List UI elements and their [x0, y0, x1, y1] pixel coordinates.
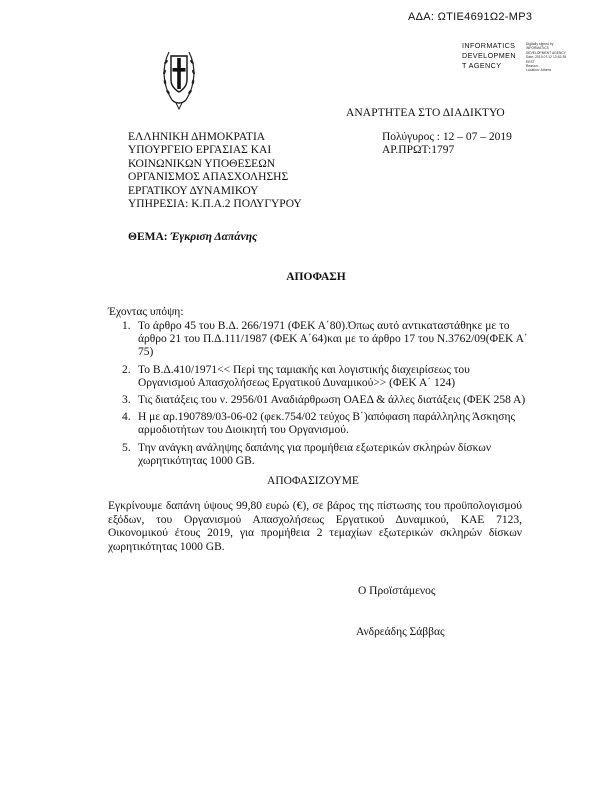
- greek-coat-of-arms-emblem: [160, 42, 198, 116]
- signatory-name: Ανδρεάδης Σάββας: [356, 626, 445, 638]
- list-item: [108, 442, 528, 468]
- date-protocol-block: [382, 131, 512, 158]
- considerations-list: [108, 320, 528, 472]
- stamp-fine-line: Location: Athens: [526, 68, 552, 73]
- considering-heading: Έχοντας υπόψη:: [108, 306, 184, 318]
- place-date: Πολύγυρος : 12 – 07 – 2019: [382, 131, 512, 143]
- signatory-title: Ο Προϊστάμενος: [358, 585, 436, 597]
- list-item: [108, 411, 528, 437]
- stamp-line-1: INFORMATICS: [462, 41, 516, 50]
- digital-signature-stamp: [462, 41, 572, 77]
- stamp-fine-line: INFORMATICS: [526, 46, 549, 51]
- item-number: 3.: [122, 394, 131, 407]
- list-item: [108, 364, 528, 390]
- authority-line: ΕΛΛΗΝΙΚΗ ΔΗΜΟΚΡΑΤΙΑ: [128, 131, 266, 143]
- authority-line: ΟΡΓΑΝΙΣΜΟΣ ΑΠΑΣΧΟΛΗΣΗΣ: [128, 171, 289, 184]
- authority-line: ΕΡΓΑΤΙΚΟΥ ΔΥΝΑΜΙΚΟΥ: [128, 184, 259, 197]
- stamp-fine-line: DEVELOPMENT AGENCY: [526, 50, 567, 55]
- stamp-fine-print: [526, 42, 566, 73]
- stamp-line-2: DEVELOPMEN: [462, 51, 516, 60]
- item-text: Το άρθρο 45 του Β.Δ. 266/1971 (ΦΕΚ Α΄80).Όπως αυτό αντικαταστάθηκε με το άρθρο 21 του Π.Δ.111/1987 (ΦΕΚ Α΄64)και με το άρθρο 17 του Ν.3762/09(ΦΕΚ Α΄ 75): [138, 320, 528, 359]
- subject-line: [128, 231, 257, 243]
- stamp-fine-line: EEST: [526, 59, 535, 64]
- item-text: Το Β.Δ.410/1971<< Περί της ταμιακής και λογιστικής διαχειρίσεως του Οργανισμού Απασχολήσεως Εργατικού Δυναμικού>> (ΦΕΚ Α΄ 124): [138, 363, 470, 389]
- issuing-authority-block: [128, 131, 302, 211]
- protocol-number: ΑΡ.ΠΡΩΤ:1797: [382, 144, 455, 157]
- stamp-line-3: T AGENCY: [462, 61, 502, 70]
- ada-code: ΑΔΑ: ΩΤΙΕ4691Ω2-ΜΡ3: [408, 11, 533, 23]
- subject-label: ΘΕΜΑ:: [128, 231, 168, 243]
- stamp-fine-line: Date: 2019.07.12 13:52:35: [526, 55, 567, 60]
- item-number: 1.: [122, 320, 131, 332]
- we-decide-heading: ΑΠΟΦΑΣΙΖΟΥΜΕ: [267, 475, 359, 487]
- list-item: [108, 320, 528, 360]
- stamp-fine-line: Digitally signed by: [526, 42, 554, 46]
- item-text: Την ανάγκη ανάληψης δαπάνης για προμήθεια εξωτερικών σκληρών δίσκων χωρητικότητας 1000 GB.: [138, 441, 492, 467]
- authority-line: ΥΠΗΡΕΣΙΑ: Κ.Π.Α.2 ΠΟΛΥΓΥΡΟΥ: [128, 198, 302, 211]
- item-number: 5.: [122, 441, 131, 454]
- publish-online-note: ΑΝΑΡΤΗΤΕΑ ΣΤΟ ΔΙΑΔΙΚΤΥΟ: [346, 107, 505, 119]
- item-number: 4.: [122, 411, 131, 424]
- decision-title: ΑΠΟΦΑΣΗ: [286, 271, 346, 283]
- authority-line: ΚΟΙΝΩΝΙΚΩΝ ΥΠΟΘΕΣΕΩΝ: [128, 157, 276, 170]
- item-text: Η με αρ.190789/03-06-02 (φεκ.754/02 τεύχος Β΄)απόφαση παράλληλης Άσκησης αρμοδιοτήτων του Διοικητή του Οργανισμού.: [138, 411, 516, 437]
- subject-text: Έγκριση Δαπάνης: [170, 231, 258, 243]
- item-text: Τις διατάξεις του ν. 2956/01 Αναδιάρθρωση ΟΑΕΔ & άλλες διατάξεις (ΦΕΚ 258 Α): [138, 394, 526, 407]
- stamp-fine-line: Reason:: [526, 64, 539, 69]
- list-item: [108, 394, 528, 407]
- decision-body-text: Εγκρίνουμε δαπάνη ύψους 99,80 ευρώ (€), σε βάρος της πίστωσης του προϋπολογισμού εξόδων, του Οργανισμού Απασχολήσεως Εργατικού Δυναμικού, ΚΑΕ 7123, Οικονομικού έτους 2019, για προμήθεια 2 τεμαχίων εξωτερικών σκληρών δίσκων χωρητικότητας 1000 GB.: [108, 500, 522, 553]
- item-number: 2.: [122, 363, 131, 376]
- authority-line: ΥΠΟΥΡΓΕΙΟ ΕΡΓΑΣΙΑΣ ΚΑΙ: [128, 144, 272, 157]
